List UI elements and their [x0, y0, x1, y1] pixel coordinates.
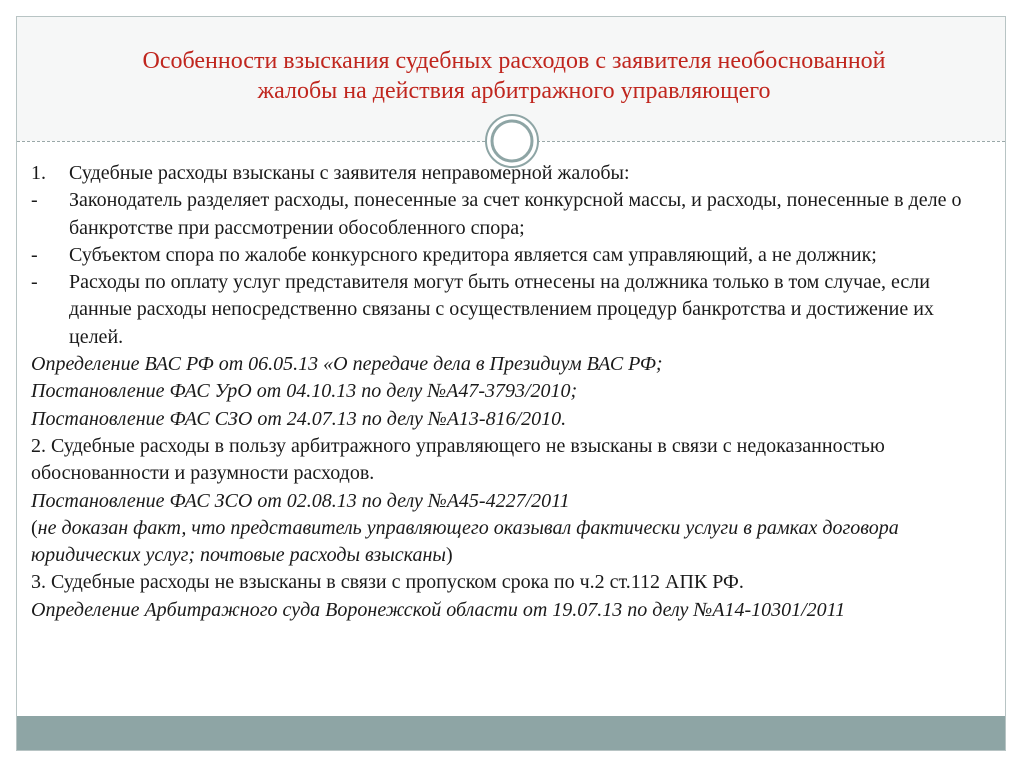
note-line [31, 515, 991, 570]
bullet-marker: - [31, 243, 38, 266]
slide-title-line-2: жалобы на действия арбитражного управляющего [257, 78, 771, 104]
note-close-paren: ) [445, 544, 453, 567]
bullet-marker: - [31, 189, 38, 212]
list-item-text: Судебные расходы взысканы с заявителя неправомерной жалобы: [69, 162, 630, 184]
reference-line: Постановление ФАС УрО от 04.10.13 по делу №А47-3793/2010; [31, 380, 578, 403]
footer-bar [17, 716, 1005, 750]
bullet-text: Субъектом спора по жалобе конкурсного кредитора является сам управляющий, а не должник; [69, 243, 877, 266]
reference-line: Постановление ФАС СЗО от 24.07.13 по делу №А13-816/2010. [31, 407, 567, 430]
bullet-marker: - [31, 271, 38, 294]
bullet-item [31, 269, 991, 351]
slide-title [40, 46, 988, 106]
list-item-3: 3. Судебные расходы не взысканы в связи с пропуском срока по ч.2 ст.112 АПК РФ. [31, 571, 744, 594]
bullet-item [31, 242, 991, 269]
reference-line: Определение ВАС РФ от 06.05.13 «О передаче дела в Президиум ВАС РФ; [31, 353, 663, 376]
list-item-1 [31, 160, 991, 187]
list-marker: 1. [31, 162, 46, 184]
bullet-item [31, 187, 991, 242]
bullet-text: Расходы по оплату услуг представителя могут быть отнесены на должника только в том случае, если данные расходы непосредственно связаны с осуществлением процедур банкротства и достижение их целей. [69, 271, 934, 348]
note-open-paren: ( [31, 516, 38, 539]
note-text: не доказан факт, что представитель управляющего оказывал фактически услуги в рамках договора юридических услуг; почтовые расходы взысканы [31, 516, 899, 567]
slide-title-line-1: Особенности взыскания судебных расходов с заявителя необоснованной [142, 48, 886, 74]
list-item-2: 2. Судебные расходы в пользу арбитражного управляющего не взысканы в связи с недоказанностью обоснованности и разумности расходов. [31, 434, 885, 485]
reference-line: Постановление ФАС ЗСО от 02.08.13 по делу №А45-4227/2011 [31, 489, 570, 512]
slide-body [31, 160, 991, 624]
bullet-text: Законодатель разделяет расходы, понесенные за счет конкурсной массы, и расходы, понесенные в деле о банкротстве при рассмотрении обособленного спора; [69, 189, 962, 239]
reference-line: Определение Арбитражного суда Воронежской области от 19.07.13 по делу №А14-10301/2011 [31, 598, 846, 621]
